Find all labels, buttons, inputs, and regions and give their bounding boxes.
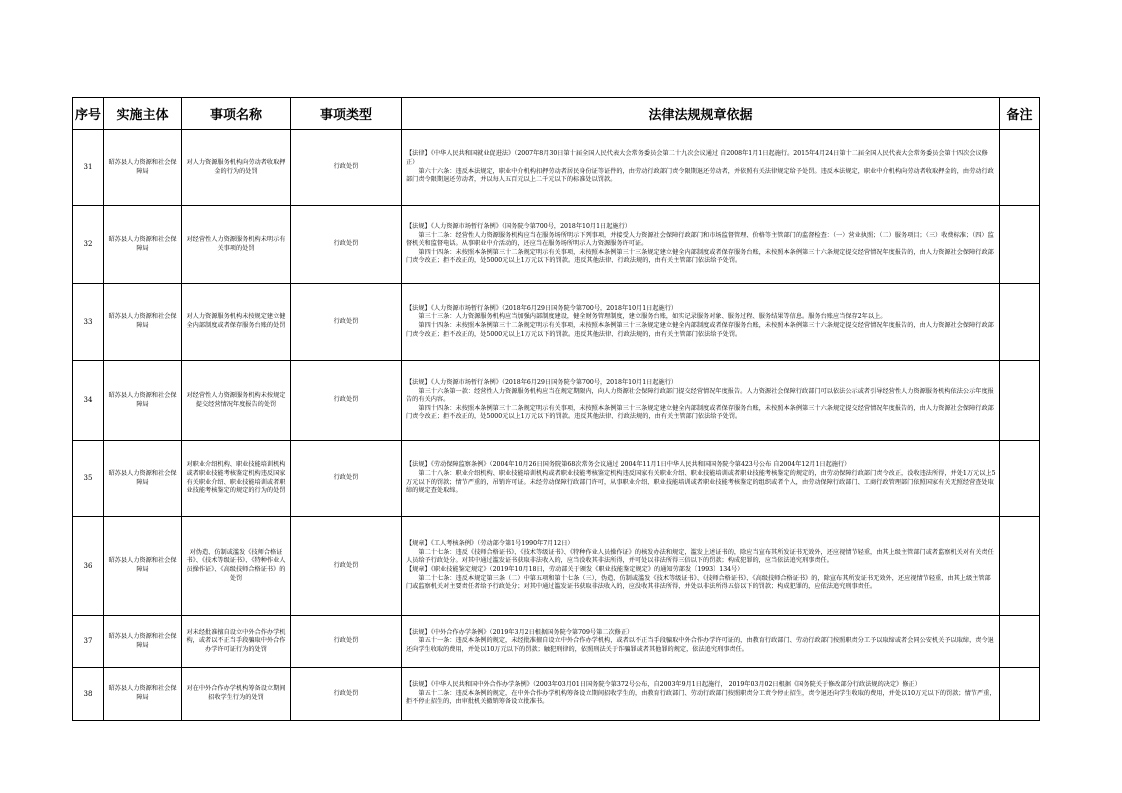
basis-line: 【法规】《劳动保障监察条例》（2004年10月26日国务院第68次常务会议通过 2004年11月1日中华人民共和国国务院令第423号公布 自2004年12月1日起施行） bbox=[406, 461, 851, 469]
row-type: 行政处罚 bbox=[291, 130, 402, 206]
basis-line: 第六十六条：违反本法规定，职业中介机构扣押劳动者居民身份证等证件的，由劳动行政部门责令限期退还劳动者，并依照有关法律规定给予处罚。违反本法规定，职业中介机构向劳动者收取押金的，由劳动行政部门责令限期退还劳动者，并以每人五百元以上二千元以下的标准处以罚款。 bbox=[406, 167, 994, 184]
row-subject: 昭苏县人力资源和社会保障局 bbox=[104, 441, 182, 517]
row-item-name: 对人力资源服务机构向劳动者收取押金的行为的处罚 bbox=[182, 130, 291, 206]
row-item-name: 对在中外合作办学机构筹备设立期间招收学生行为的处罚 bbox=[182, 668, 291, 721]
basis-line: 【规章】《工人考核条例》（劳动部令第1号1990年7月12日） bbox=[406, 540, 574, 548]
row-note bbox=[1000, 361, 1040, 441]
row-no: 34 bbox=[73, 361, 104, 441]
table-row bbox=[73, 206, 1040, 284]
header-note: 备注 bbox=[1000, 98, 1040, 130]
basis-line: 第五十一条：违反本条例的规定，未经批准擅自设立中外合作办学机构，或者以不正当手段骗取中外合作办学许可证的，由教育行政部门、劳动行政部门按照职责分工予以取缔或者会同公安机关予以取缔，责令退还向学生收取的费用，并处以10万元以下的罚款；触犯刑律的，依照刑法关于诈骗罪或者其他罪的规定，依法追究刑事责任。 bbox=[406, 637, 994, 653]
basis-line: 第四十四条：未按照本条例第三十二条规定明示有关事项，未按照本条例第三十三条规定建立健全内部制度或者保存服务台账，未按照本条例第三十六条规定提交经营情况年度报告的，由人力资源社会保障行政部门责令改正；拒不改正的，处5000元以上1万元以下的罚款。违反其他法律、行政法规的，由有关主管部门依法给予处罚。 bbox=[406, 322, 994, 338]
basis-line: 【法规】《人力资源市场暂行条例》（2018年6月29日国务院令第700号，2018年10月1日起施行） bbox=[406, 379, 678, 387]
basis-line: 第三十三条：人力资源服务机构应当加强内部制度建设，健全财务管理制度，建立服务台账，如实记录服务对象、服务过程、服务结果等信息。服务台账应当保存2年以上。 bbox=[418, 313, 887, 321]
row-basis bbox=[402, 361, 1000, 441]
row-type: 行政处罚 bbox=[291, 616, 402, 668]
row-note bbox=[1000, 206, 1040, 284]
header-no: 序号 bbox=[73, 98, 104, 130]
basis-line: 第五十二条：违反本条例的规定，在中外合作办学机构筹备设立期间招收学生的，由教育行政部门、劳动行政部门按照职责分工责令停止招生，责令退还向学生收取的费用，并处以10万元以下的罚款；情节严重，拒不停止招生的，由审批机关撤销筹备设立批准书。 bbox=[406, 689, 996, 706]
row-note bbox=[1000, 616, 1040, 668]
row-note bbox=[1000, 517, 1040, 616]
row-type: 行政处罚 bbox=[291, 517, 402, 616]
basis-line: 【法规】《人力资源市场暂行条例》（国务院令第700号，2018年10月1日起施行） bbox=[406, 223, 631, 231]
basis-line: 第四十四条：未按照本条例第三十二条规定明示有关事项，未按照本条例第三十三条规定建立健全内部制度或者保存服务台账，未按照本条例第三十六条规定提交经营情况年度报告的，由人力资源社会保障行政部门责令改正；拒不改正的，处5000元以上1万元以下的罚款。违反其他法律、行政法规的，由有关主管部门依法给予处罚。 bbox=[406, 248, 994, 265]
header-item: 事项名称 bbox=[182, 98, 291, 130]
regulation-list-page bbox=[72, 97, 1040, 721]
basis-line: 第二十八条：职业介绍机构、职业技能培训机构或者职业技能考核鉴定机构违反国家有关职业介绍、职业技能培训或者职业技能考核鉴定的规定的，由劳动保障行政部门责令改正，没收违法所得，并处1万元以上5万元以下的罚款；情节严重的，吊销许可证。未经劳动保障行政部门许可，从事职业介绍、职业技能培训或者职业技能考核鉴定的组织或者个人，由劳动保障行政部门、工商行政管理部门依照国家有关无照经营查处取缔的规定查处取缔。 bbox=[406, 469, 996, 495]
table-row bbox=[73, 668, 1040, 721]
basis-line: 第四十四条：未按照本条例第三十二条规定明示有关事项，未按照本条例第三十三条规定建立健全内部制度或者保存服务台账，未按照本条例第三十六条规定提交经营情况年度报告的，由人力资源社会保障行政部门责令改正；拒不改正的，处5000元以上1万元以下的罚款。违反其他法律、行政法规的，由有关主管部门依法给予处罚。 bbox=[406, 404, 994, 421]
row-basis bbox=[402, 517, 1000, 616]
row-item-name: 对经营性人力资源服务机构未明示有关事项的处罚 bbox=[182, 206, 291, 284]
row-basis bbox=[402, 206, 1000, 284]
row-subject: 昭苏县人力资源和社会保障局 bbox=[104, 517, 182, 616]
row-no: 33 bbox=[73, 284, 104, 361]
penalty-items-table bbox=[72, 97, 1040, 721]
table-row bbox=[73, 616, 1040, 668]
row-subject: 昭苏县人力资源和社会保障局 bbox=[104, 206, 182, 284]
row-no: 31 bbox=[73, 130, 104, 206]
basis-line: 【规章】《职业技能鉴定规定》（2019年10月18日，劳动部关于颁发《职业技能鉴定规定》的通知劳部发〔1993〕134号） bbox=[406, 566, 744, 573]
basis-line: 第三十六条第一款：经营性人力资源服务机构应当在规定期限内，向人力资源社会保障行政部门提交经营情况年度报告。人力资源社会保障行政部门可以依法公示或者引导经营性人力资源服务机构依法公示年度报告的有关内容。 bbox=[406, 387, 994, 404]
row-basis bbox=[402, 284, 1000, 361]
row-item-name: 对伪造、仿制或滥发《技师合格证书》、《技术等级证书》、《特种作业人员操作证》、《高级技师合格证书》的处罚 bbox=[182, 517, 291, 616]
row-no: 36 bbox=[73, 517, 104, 616]
row-subject: 昭苏县人力资源和社会保障局 bbox=[104, 284, 182, 361]
row-type: 行政处罚 bbox=[291, 668, 402, 721]
table-row bbox=[73, 284, 1040, 361]
row-note bbox=[1000, 284, 1040, 361]
row-item-name: 对未经批准擅自设立中外合作办学机构，或者以不正当手段骗取中外合作办学许可证行为的处罚 bbox=[182, 616, 291, 668]
row-type: 行政处罚 bbox=[291, 441, 402, 517]
basis-line: 第二十七条：违反本规定第三条（二）中第五项和第十七条（三），伪造、仿制或滥发《技术等级证书》、《技师合格证书》、《高级技师合格证书》的，除宣布其所发证书无效外，还应视情节轻重，由其上级主管部门或监察机关对主要责任者给予行政处分；对其中通过滥发证书获取非法收入的，应没收其非法所得，并处以非法所得五倍以下的罚款；构成犯罪的，应依法追究刑事责任。 bbox=[406, 574, 991, 591]
row-basis bbox=[402, 441, 1000, 517]
row-basis bbox=[402, 130, 1000, 206]
row-note bbox=[1000, 130, 1040, 206]
row-item-name: 对职业介绍机构、职业技能培训机构或者职业技能考核鉴定机构违反国家有关职业介绍、职业技能培训或者职业技能考核鉴定的规定的行为的处罚 bbox=[182, 441, 291, 517]
row-subject: 昭苏县人力资源和社会保障局 bbox=[104, 361, 182, 441]
row-note bbox=[1000, 441, 1040, 517]
basis-line: 【法律】《中华人民共和国就业促进法》（2007年8月30日第十届全国人民代表大会常务委员会第二十九次会议通过 自2008年1月1日起施行。2015年4月24日第十二届全国人民代表大会常务委员会第十四次会议修正） bbox=[406, 150, 988, 166]
row-no: 38 bbox=[73, 668, 104, 721]
row-basis bbox=[402, 616, 1000, 668]
row-note bbox=[1000, 668, 1040, 721]
row-no: 37 bbox=[73, 616, 104, 668]
row-type: 行政处罚 bbox=[291, 206, 402, 284]
header-subject: 实施主体 bbox=[104, 98, 182, 130]
row-no: 32 bbox=[73, 206, 104, 284]
table-row bbox=[73, 130, 1040, 206]
table-header-row bbox=[73, 98, 1040, 130]
row-basis bbox=[402, 668, 1000, 721]
row-type: 行政处罚 bbox=[291, 284, 402, 361]
basis-line: 第二十七条：违反《技师合格证书》、《技术等级证书》、《特种作业人员操作证》的核发办法和规定，滥发上述证书的，除应当宣布其所发证书无效外，还应视情节轻重，由其上级主管部门或者监察机关对有关责任人员给予行政处分。对其中通过滥发证书获取非法收入的，应当没收其非法所得，并可处以非法所得三倍以下的罚款；构成犯罪的，应当依法追究刑事责任。 bbox=[406, 548, 994, 565]
row-subject: 昭苏县人力资源和社会保障局 bbox=[104, 130, 182, 206]
row-no: 35 bbox=[73, 441, 104, 517]
row-subject: 昭苏县人力资源和社会保障局 bbox=[104, 668, 182, 721]
basis-line: 第三十二条：经营性人力资源服务机构应当在服务场所明示下列事项，并接受人力资源社会保障行政部门和市场监督管理、价格等主管部门的监督检查：（一）营业执照；（二）服务项目；（三）收费标准；（四）监督机关和监督电话。从事职业中介活动的，还应当在服务场所明示人力资源服务许可证。 bbox=[406, 231, 994, 248]
row-item-name: 对人力资源服务机构未按规定建立健全内部制度或者保存服务台账的处罚 bbox=[182, 284, 291, 361]
basis-line: 【法规】《人力资源市场暂行条例》（2018年6月29日国务院令第700号，2018年10月1日起施行） bbox=[406, 304, 678, 312]
header-basis: 法律法规规章依据 bbox=[402, 98, 1000, 130]
row-item-name: 对经营性人力资源服务机构未按规定提交经营情况年度报告的处罚 bbox=[182, 361, 291, 441]
table-row bbox=[73, 517, 1040, 616]
header-type: 事项类型 bbox=[291, 98, 402, 130]
row-type: 行政处罚 bbox=[291, 361, 402, 441]
row-subject: 昭苏县人力资源和社会保障局 bbox=[104, 616, 182, 668]
table-row bbox=[73, 441, 1040, 517]
table-row bbox=[73, 361, 1040, 441]
basis-line: 【法规】《中华人民共和国中外合作办学条例》（2003年03月01日国务院令第372号公布，自2003年9月1日起施行， 2019年03月02日根据《国务院关于修改部分行政法规的决定》修正） bbox=[406, 681, 921, 689]
basis-line: 【法规】《中外合作办学条例》（2019年3月2日根据国务院令第709号第二次修正） bbox=[406, 628, 634, 636]
